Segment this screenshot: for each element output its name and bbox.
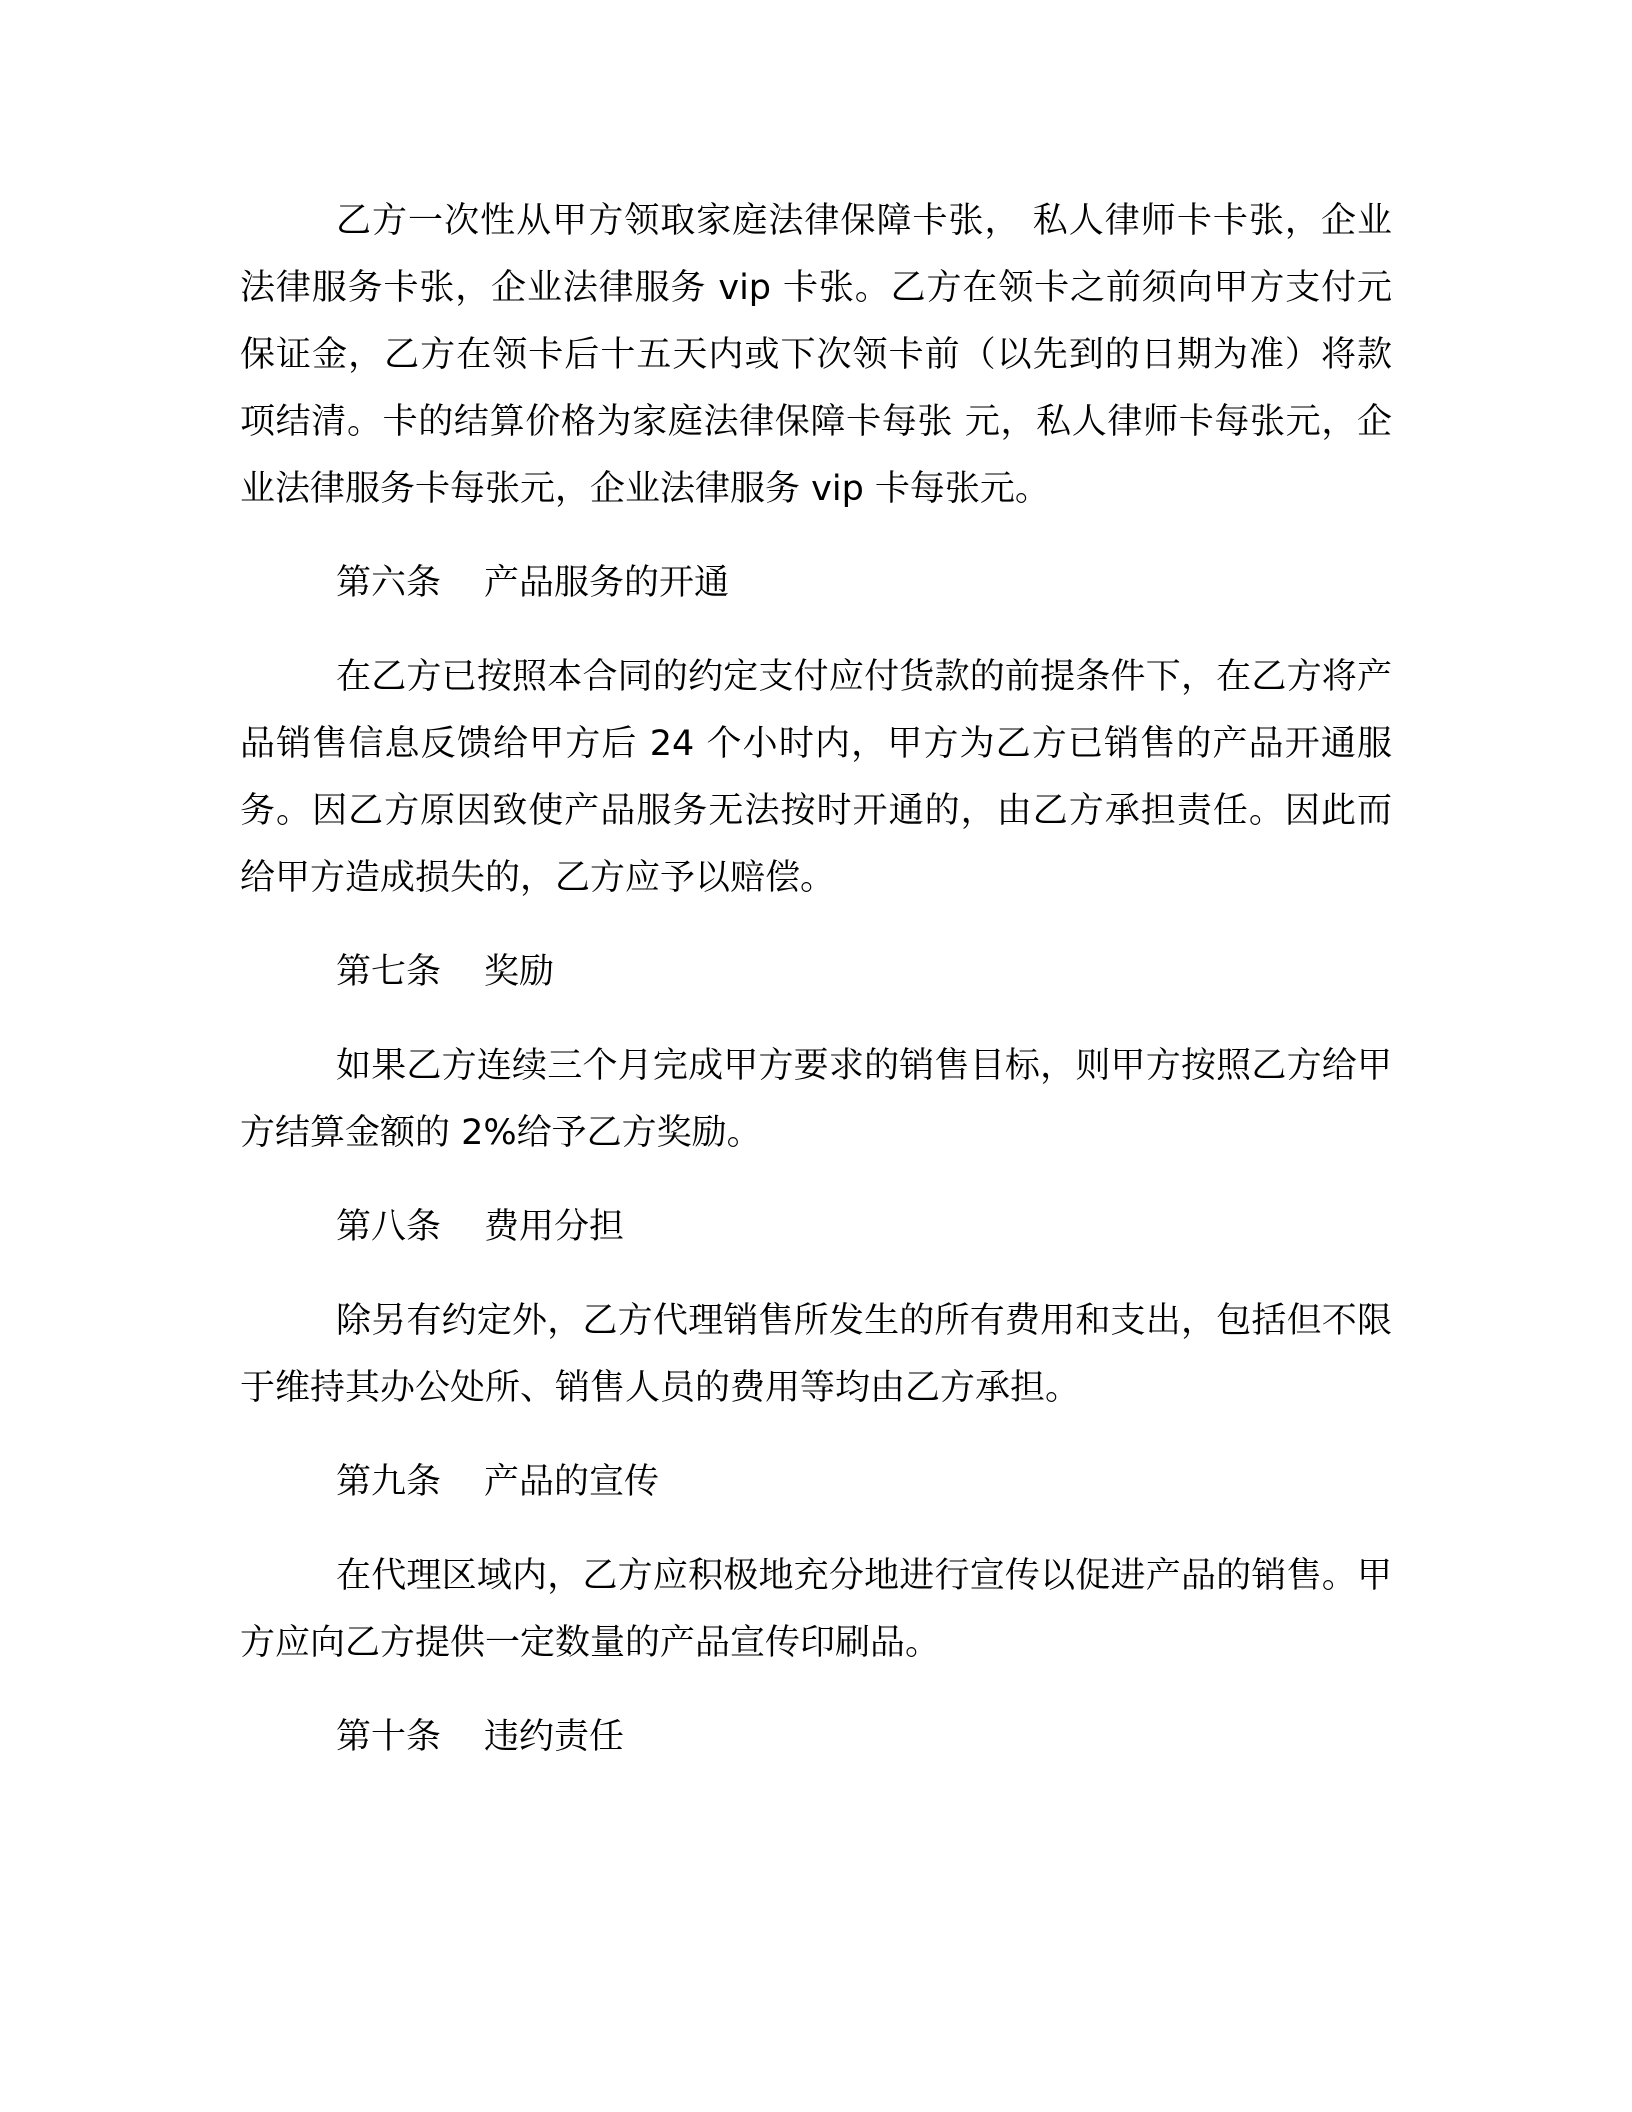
article-heading-7 [240, 939, 1392, 1006]
article-heading-6 [240, 550, 1392, 617]
article-title: 奖励 [484, 952, 555, 992]
article-number: 第十条 [336, 1717, 442, 1757]
paragraph-card-settlement: 乙方一次性从甲方领取家庭法律保障卡张， 私人律师卡卡张，企业法律服务卡张，企业法律服务 vip 卡张。乙方在领卡之前须向甲方支付元保证金，乙方在领卡后十五天内或下次领卡前（以先到的日期为准）将款项结清。卡的结算价格为家庭法律保障卡每张 元，私人律师卡每张元，企业法律服务卡每张元，企业法律服务 vip 卡每张元。 [240, 201, 1392, 509]
article-number: 第六条 [336, 563, 442, 603]
article-title: 产品服务的开通 [484, 563, 730, 603]
paragraph-service-activation: 在乙方已按照本合同的约定支付应付货款的前提条件下，在乙方将产品销售信息反馈给甲方后 24 个小时内，甲方为乙方已销售的产品开通服务。因乙方原因致使产品服务无法按时开通的，由乙方承担责任。因此而给甲方造成损失的，乙方应予以赔偿。 [240, 657, 1392, 898]
paragraph-promotion: 在代理区域内，乙方应积极地充分地进行宣传以促进产品的销售。甲方应向乙方提供一定数量的产品宣传印刷品。 [240, 1556, 1392, 1663]
article-number: 第九条 [336, 1462, 442, 1502]
article-number: 第八条 [336, 1207, 442, 1247]
paragraph-cost-sharing: 除另有约定外，乙方代理销售所发生的所有费用和支出，包括但不限于维持其办公处所、销售人员的费用等均由乙方承担。 [240, 1301, 1392, 1408]
article-heading-10 [240, 1704, 1392, 1771]
article-heading-9 [240, 1449, 1392, 1516]
article-title: 违约责任 [484, 1717, 625, 1757]
document-page [240, 188, 1392, 1771]
article-heading-8 [240, 1194, 1392, 1261]
article-title: 费用分担 [484, 1207, 625, 1247]
article-number: 第七条 [336, 952, 442, 992]
paragraph-reward: 如果乙方连续三个月完成甲方要求的销售目标，则甲方按照乙方给甲方结算金额的 2%给予乙方奖励。 [240, 1046, 1392, 1153]
article-title: 产品的宣传 [484, 1462, 660, 1502]
